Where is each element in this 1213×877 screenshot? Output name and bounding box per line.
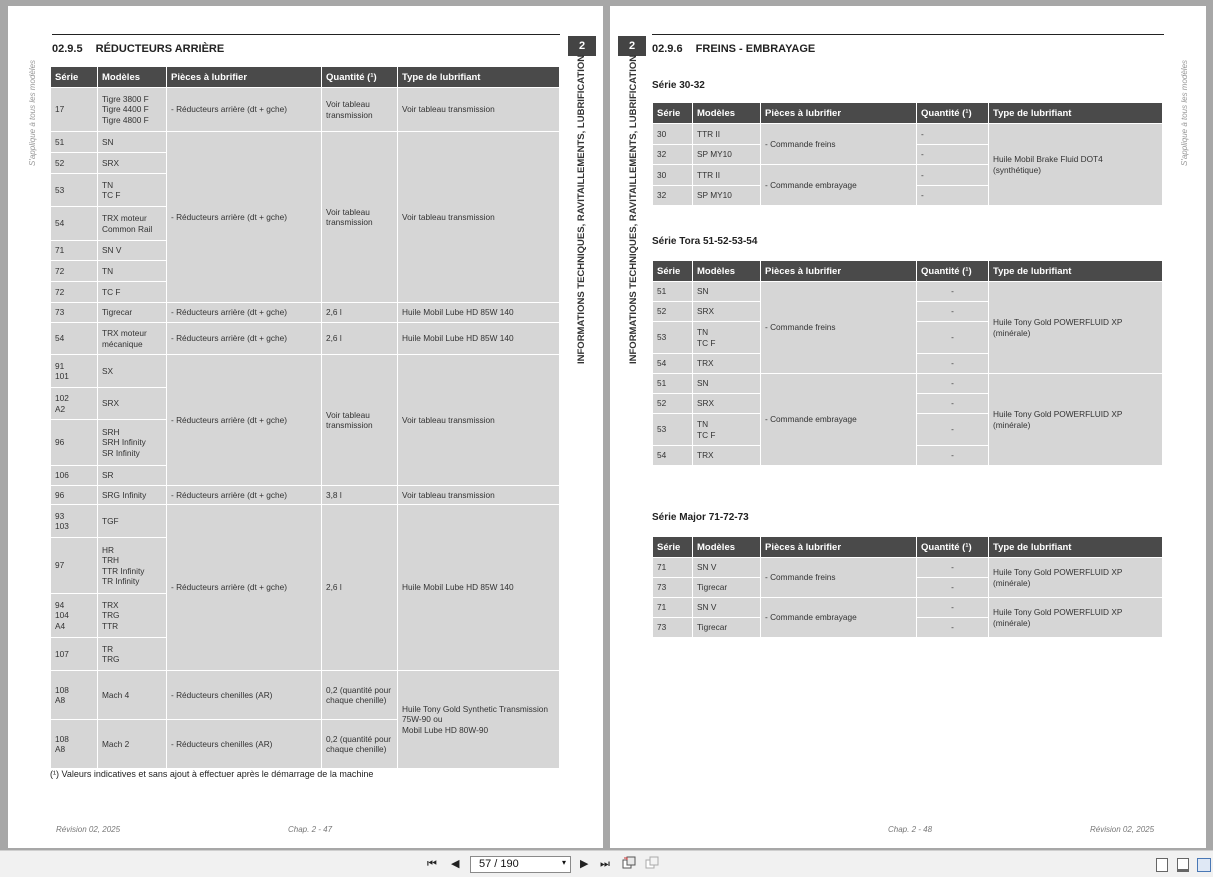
serie-cell: 71 — [653, 598, 693, 618]
lubrifiant-cell: Voir tableau transmission — [398, 88, 560, 132]
modele-cell: SX — [98, 355, 167, 388]
table-row — [51, 132, 560, 153]
serie-cell: 73 — [653, 618, 693, 638]
quantite-cell: - — [917, 446, 989, 466]
table-row — [51, 671, 560, 720]
serie-cell: 32 — [653, 186, 693, 206]
page-48 — [610, 6, 1206, 848]
lubrifiant-cell: Huile Mobil Brake Fluid DOT4 (synthétique) — [989, 124, 1163, 206]
previous-page-icon[interactable]: ◀ — [451, 858, 460, 870]
serie-cell: 51 — [653, 282, 693, 302]
serie-cell: 54 — [51, 323, 98, 355]
col-modeles: Modèles — [98, 67, 167, 88]
pieces-cell: - Réducteurs arrière (dt + gche) — [167, 355, 322, 486]
serie-cell: 53 — [653, 414, 693, 446]
modele-cell: TC F — [98, 282, 167, 303]
page-selector[interactable] — [470, 856, 571, 873]
quantite-cell: - — [917, 186, 989, 206]
col-modeles: Modèles — [693, 537, 761, 558]
table-row — [51, 323, 560, 355]
col-lubrifiant: Type de lubrifiant — [398, 67, 560, 88]
quantite-cell: 2,6 l — [322, 303, 398, 323]
serie-tora-table — [652, 260, 1163, 466]
col-serie: Série — [51, 67, 98, 88]
page-indicator: 57 / 190 — [479, 858, 519, 870]
footer-revision: Révision 02, 2025 — [1090, 825, 1155, 834]
table-row — [653, 598, 1163, 618]
pieces-cell: - Réducteurs arrière (dt + gche) — [167, 486, 322, 505]
col-modeles: Modèles — [693, 261, 761, 282]
pieces-cell: - Réducteurs arrière (dt + gche) — [167, 303, 322, 323]
vertical-chapter-title: INFORMATIONS TECHNIQUES, RAVITAILLEMENTS, LUBRIFICATION — [628, 54, 639, 364]
pieces-cell: - Commande embrayage — [761, 165, 917, 206]
quantite-cell: - — [917, 165, 989, 186]
modele-cell: TTR II — [693, 165, 761, 186]
table-row — [51, 505, 560, 538]
quantite-cell: 0,2 (quantité pour chaque chenille) — [322, 671, 398, 720]
serie-cell: 108 A8 — [51, 671, 98, 720]
section-heading — [52, 34, 560, 56]
modele-cell: TTR II — [693, 124, 761, 145]
modele-cell: SN — [693, 282, 761, 302]
col-lubrifiant: Type de lubrifiant — [989, 103, 1163, 124]
table-header-row — [653, 537, 1163, 558]
quantite-cell: 2,6 l — [322, 323, 398, 355]
modele-cell: SRX — [98, 388, 167, 420]
quantite-cell: - — [917, 394, 989, 414]
col-pieces: Pièces à lubrifier — [761, 103, 917, 124]
lubrifiant-cell: Huile Tony Gold POWERFLUID XP (minérale) — [989, 374, 1163, 466]
quantite-cell: - — [917, 558, 989, 578]
modele-cell: TN — [98, 261, 167, 282]
col-serie: Série — [653, 261, 693, 282]
serie-cell: 96 — [51, 420, 98, 466]
section-heading — [652, 34, 1164, 56]
quantite-cell: Voir tableau transmission — [322, 88, 398, 132]
col-pieces: Pièces à lubrifier — [761, 261, 917, 282]
vertical-chapter-title: INFORMATIONS TECHNIQUES, RAVITAILLEMENTS, LUBRIFICATION — [576, 54, 587, 364]
col-quantite: Quantité (¹) — [917, 537, 989, 558]
quantite-cell: Voir tableau transmission — [322, 355, 398, 486]
quantite-cell: 2,6 l — [322, 505, 398, 671]
serie-cell: 53 — [51, 174, 98, 207]
chapter-badge: 2 — [618, 36, 646, 56]
modele-cell: TRX moteur mécanique — [98, 323, 167, 355]
lubrifiant-cell: Huile Mobil Lube HD 85W 140 — [398, 505, 560, 671]
table-row — [653, 282, 1163, 302]
quantite-cell: - — [917, 598, 989, 618]
modele-cell: SR — [98, 466, 167, 486]
modele-cell: Tigrecar — [693, 578, 761, 598]
pieces-cell: - Commande freins — [761, 558, 917, 598]
modele-cell: Tigre 3800 F Tigre 4400 F Tigre 4800 F — [98, 88, 167, 132]
modele-cell: HR TRH TTR Infinity TR Infinity — [98, 538, 167, 594]
serie-cell: 54 — [653, 446, 693, 466]
subsection-title: Série Tora 51-52-53-54 — [652, 236, 758, 247]
quantite-cell: 3,8 l — [322, 486, 398, 505]
quantite-cell: - — [917, 374, 989, 394]
modele-cell: SRH SRH Infinity SR Infinity — [98, 420, 167, 466]
section-title: RÉDUCTEURS ARRIÈRE — [95, 43, 225, 55]
serie-cell: 52 — [51, 153, 98, 174]
serie-cell: 107 — [51, 638, 98, 671]
modele-cell: TRX moteur Common Rail — [98, 207, 167, 241]
col-pieces: Pièces à lubrifier — [167, 67, 322, 88]
subsection-title: Série Major 71-72-73 — [652, 512, 749, 523]
serie-cell: 93 103 — [51, 505, 98, 538]
table-row — [653, 558, 1163, 578]
quantite-cell: - — [917, 354, 989, 374]
lubrifiant-cell: Huile Tony Gold POWERFLUID XP (minérale) — [989, 598, 1163, 638]
footer-revision: Révision 02, 2025 — [56, 825, 121, 834]
serie-cell: 94 104 A4 — [51, 594, 98, 638]
lubrifiant-cell: Huile Mobil Lube HD 85W 140 — [398, 303, 560, 323]
modele-cell: TRX — [693, 446, 761, 466]
col-lubrifiant: Type de lubrifiant — [989, 261, 1163, 282]
quantite-cell: 0,2 (quantité pour chaque chenille) — [322, 720, 398, 769]
modele-cell: TRX — [693, 354, 761, 374]
quantite-cell: - — [917, 322, 989, 354]
modele-cell: SP MY10 — [693, 186, 761, 206]
lubrifiant-cell: Huile Mobil Lube HD 85W 140 — [398, 323, 560, 355]
quantite-cell: - — [917, 282, 989, 302]
quantite-cell: Voir tableau transmission — [322, 132, 398, 303]
modele-cell: SRX — [693, 394, 761, 414]
chapter-badge: 2 — [568, 36, 596, 56]
serie-cell: 53 — [653, 322, 693, 354]
side-note: S'applique à tous les modèles — [28, 59, 37, 166]
serie-30-32-table — [652, 102, 1163, 206]
two-page-view-icon[interactable] — [1197, 858, 1211, 872]
serie-cell: 30 — [653, 165, 693, 186]
table-header-row — [51, 67, 560, 88]
table-row — [51, 486, 560, 505]
modele-cell: SN V — [693, 598, 761, 618]
pieces-cell: - Réducteurs chenilles (AR) — [167, 720, 322, 769]
modele-cell: TN TC F — [693, 322, 761, 354]
modele-cell: SRX — [98, 153, 167, 174]
col-quantite: Quantité (¹) — [322, 67, 398, 88]
table-row — [51, 88, 560, 132]
serie-cell: 71 — [653, 558, 693, 578]
last-page-icon[interactable]: ⏭ — [600, 858, 610, 870]
col-quantite: Quantité (¹) — [917, 261, 989, 282]
pieces-cell: - Réducteurs chenilles (AR) — [167, 671, 322, 720]
pieces-cell: - Réducteurs arrière (dt + gche) — [167, 323, 322, 355]
table-row — [653, 374, 1163, 394]
serie-cell: 72 — [51, 282, 98, 303]
lubrifiant-cell: Voir tableau transmission — [398, 355, 560, 486]
pieces-cell: - Commande embrayage — [761, 374, 917, 466]
lubrifiant-cell: Voir tableau transmission — [398, 132, 560, 303]
pieces-cell: - Commande freins — [761, 124, 917, 165]
modele-cell: SN — [693, 374, 761, 394]
modele-cell: TR TRG — [98, 638, 167, 671]
chevron-down-icon[interactable]: ▾ — [561, 858, 566, 867]
lubrifiant-cell: Huile Tony Gold POWERFLUID XP (minérale) — [989, 282, 1163, 374]
serie-cell: 108 A8 — [51, 720, 98, 769]
viewer-toolbar — [0, 850, 1213, 877]
modele-cell: Tigrecar — [98, 303, 167, 323]
modele-cell: SN — [98, 132, 167, 153]
modele-cell: SN V — [693, 558, 761, 578]
col-lubrifiant: Type de lubrifiant — [989, 537, 1163, 558]
modele-cell: SRX — [693, 302, 761, 322]
col-modeles: Modèles — [693, 103, 761, 124]
footer-page-number: Chap. 2 - 48 — [888, 825, 933, 834]
pieces-cell: - Commande freins — [761, 282, 917, 374]
serie-major-table — [652, 536, 1163, 638]
continuous-view-icon[interactable] — [1177, 858, 1189, 872]
serie-cell: 54 — [51, 207, 98, 241]
serie-cell: 73 — [653, 578, 693, 598]
serie-cell: 102 A2 — [51, 388, 98, 420]
single-page-view-icon[interactable] — [1156, 858, 1168, 872]
pieces-cell: - Réducteurs arrière (dt + gche) — [167, 505, 322, 671]
pieces-cell: - Commande embrayage — [761, 598, 917, 638]
modele-cell: TN TC F — [693, 414, 761, 446]
serie-cell: 106 — [51, 466, 98, 486]
first-page-icon[interactable]: ⏮ — [427, 858, 437, 870]
col-serie: Série — [653, 537, 693, 558]
pieces-cell: - Réducteurs arrière (dt + gche) — [167, 132, 322, 303]
modele-cell: SRG Infinity — [98, 486, 167, 505]
serie-cell: 72 — [51, 261, 98, 282]
serie-cell: 51 — [653, 374, 693, 394]
table-row — [51, 303, 560, 323]
modele-cell: Mach 4 — [98, 671, 167, 720]
page-47 — [8, 6, 603, 848]
serie-cell: 51 — [51, 132, 98, 153]
modele-cell: TN TC F — [98, 174, 167, 207]
table-row — [51, 355, 560, 388]
subsection-title: Série 30-32 — [652, 80, 705, 91]
col-serie: Série — [653, 103, 693, 124]
table-header-row — [653, 103, 1163, 124]
lubrifiant-cell: Voir tableau transmission — [398, 486, 560, 505]
serie-cell: 71 — [51, 241, 98, 261]
col-pieces: Pièces à lubrifier — [761, 537, 917, 558]
serie-cell: 52 — [653, 302, 693, 322]
section-number: 02.9.6 — [652, 43, 683, 55]
table-row — [653, 124, 1163, 145]
modele-cell: SP MY10 — [693, 145, 761, 165]
section-title: FREINS - EMBRAYAGE — [695, 43, 816, 55]
quantite-cell: - — [917, 618, 989, 638]
modele-cell: TGF — [98, 505, 167, 538]
modele-cell: Mach 2 — [98, 720, 167, 769]
reducteurs-table — [50, 66, 560, 769]
section-number: 02.9.5 — [52, 43, 83, 55]
modele-cell: SN V — [98, 241, 167, 261]
next-page-icon[interactable]: ▶ — [580, 858, 589, 870]
go-back-icon[interactable] — [622, 856, 636, 874]
lubrifiant-cell: Huile Tony Gold Synthetic Transmission 75W-90 ou Mobil Lube HD 80W-90 — [398, 671, 560, 769]
table-header-row — [653, 261, 1163, 282]
footer-page-number: Chap. 2 - 47 — [288, 825, 333, 834]
serie-cell: 30 — [653, 124, 693, 145]
quantite-cell: - — [917, 578, 989, 598]
serie-cell: 54 — [653, 354, 693, 374]
quantite-cell: - — [917, 124, 989, 145]
modele-cell: TRX TRG TTR — [98, 594, 167, 638]
quantite-cell: - — [917, 414, 989, 446]
side-note: S'applique à tous les modèles — [1180, 59, 1189, 166]
serie-cell: 17 — [51, 88, 98, 132]
serie-cell: 97 — [51, 538, 98, 594]
quantite-cell: - — [917, 145, 989, 165]
modele-cell: Tigrecar — [693, 618, 761, 638]
quantite-cell: - — [917, 302, 989, 322]
footnote: (¹) Valeurs indicatives et sans ajout à effectuer après le démarrage de la machine — [50, 769, 374, 779]
lubrifiant-cell: Huile Tony Gold POWERFLUID XP (minérale) — [989, 558, 1163, 598]
col-quantite: Quantité (¹) — [917, 103, 989, 124]
go-forward-icon[interactable] — [645, 856, 659, 874]
serie-cell: 52 — [653, 394, 693, 414]
serie-cell: 96 — [51, 486, 98, 505]
serie-cell: 73 — [51, 303, 98, 323]
serie-cell: 32 — [653, 145, 693, 165]
serie-cell: 91 101 — [51, 355, 98, 388]
pieces-cell: - Réducteurs arrière (dt + gche) — [167, 88, 322, 132]
